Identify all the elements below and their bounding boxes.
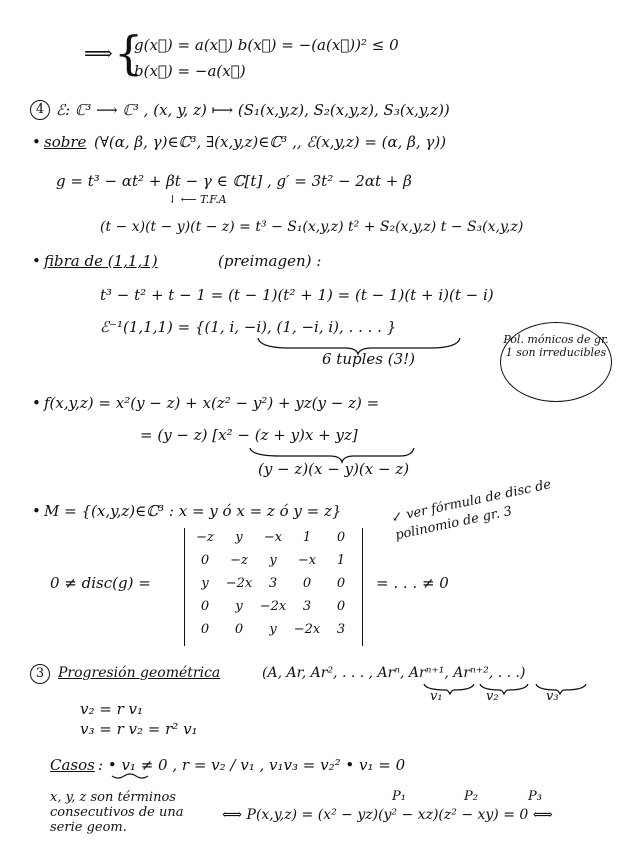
sobre-statement: (∀(α, β, γ)∈ℂ³, ∃(x,y,z)∈ℂ³ ,, ℰ(x,y,z) = (α, β, γ)) — [94, 133, 447, 151]
fibra-rest: (preimagen) : — [218, 252, 322, 270]
map-definition: ℰ: ℂ³ ⟶ ℂ³ , (x, y, z) ⟼ (S₁(x,y,z), S₂(x,y,z), S₃(x,y,z)) — [56, 101, 450, 119]
sylvester-matrix — [190, 530, 360, 644]
v2-label: v₂ — [486, 689, 499, 704]
matrix-cell: 1 — [336, 553, 346, 568]
v2-relation: v₂ = r v₁ — [80, 700, 144, 718]
product-expansion: (t − x)(t − y)(t − z) = t³ − S₁(x,y,z) t² + S₂(x,y,z) t − S₃(x,y,z) — [100, 219, 524, 235]
section-3-number: 3 — [30, 664, 50, 684]
matrix-cell: 0 — [200, 599, 210, 614]
disc-formula-note: ↙ ver fórmula de disc de polinomio de gr. 3 — [390, 477, 553, 544]
matrix-cell: −2x — [225, 576, 253, 591]
matrix-cell: −z — [230, 553, 248, 568]
consecutive-terms-note: x, y, z son términos consecutivos de una serie geom. — [50, 790, 184, 835]
v3-underbrace — [536, 684, 586, 694]
bullet-M: • — [32, 502, 41, 520]
matrix-cell: −x — [263, 530, 283, 545]
fibra-label: fibra de (1,1,1) — [44, 252, 158, 270]
M-set: M = {(x,y,z)∈ℂ³ : x = y ó x = z ó y = z} — [44, 502, 342, 520]
implies-arrow: ⟹ — [84, 41, 113, 65]
left-brace: { — [114, 26, 144, 80]
casos-content: : • v₁ ≠ 0 , r = v₂ / v₁ , v₁v₃ = v₂² • v₁ = 0 — [98, 756, 406, 774]
v1-label: v₁ — [430, 689, 443, 704]
geometric-sequence: (A, Ar, Ar², . . . , Arⁿ, Arⁿ⁺¹, Arⁿ⁺², . . .) — [262, 665, 526, 681]
matrix-cell: y — [269, 622, 277, 637]
top-line-2: b(x⃗) = −a(x⃗) — [134, 62, 246, 80]
matrix-cell: 0 — [336, 576, 346, 591]
top-line-1: g(x⃗) = a(x⃗) b(x⃗) = −(a(x⃗))² ≤ 0 — [134, 36, 399, 54]
matrix-cell: 0 — [336, 599, 346, 614]
f-definition: f(x,y,z) = x²(y − z) + x(z² − y²) + yz(y − z) = — [44, 394, 380, 412]
matrix-cell: −z — [196, 530, 214, 545]
p1-label: P₁ — [392, 789, 406, 804]
equivalence-P: ⟺ P(x,y,z) = (x² − yz)(y² − xz)(z² − xy) = 0 ⟺ — [222, 807, 553, 823]
disc-lhs: 0 ≠ disc(g) = — [50, 574, 151, 592]
bullet-sobre: • — [32, 133, 41, 151]
matrix-cell: −2x — [293, 622, 321, 637]
matrix-cell: 0 — [302, 576, 312, 591]
casos-label: Casos — [50, 756, 95, 774]
matrix-cell: 0 — [200, 622, 210, 637]
v3-label: v₃ — [546, 689, 559, 704]
tuples-count: 6 tuples (3!) — [322, 350, 416, 368]
matrix-cell: −2x — [259, 599, 287, 614]
matrix-cell: 0 — [336, 530, 346, 545]
matrix-cell: 1 — [302, 530, 312, 545]
det-bar-left — [184, 528, 185, 646]
matrix-cell: y — [269, 553, 277, 568]
matrix-cell: −x — [297, 553, 317, 568]
preimage-set: ℰ⁻¹(1,1,1) = {(1, i, −i), (1, −i, i), . . . . } — [100, 318, 397, 336]
matrix-cell: 0 — [200, 553, 210, 568]
bullet-f: • — [32, 394, 41, 412]
p2-label: P₂ — [464, 789, 478, 804]
matrix-cell: y — [235, 530, 243, 545]
factorization: t³ − t² + t − 1 = (t − 1)(t² + 1) = (t − 1)(t + i)(t − i) — [100, 286, 494, 304]
matrix-cell: 3 — [302, 599, 312, 614]
disc-rhs: = . . . ≠ 0 — [376, 574, 449, 592]
f-factored-1: = (y − z) [x² − (z + y)x + yz] — [140, 426, 358, 444]
v3-relation: v₃ = r v₂ = r² v₁ — [80, 720, 198, 738]
monic-note-oval: Pol. mónicos de gr. 1 son irreducibles — [500, 322, 612, 402]
bullet-fibra: • — [32, 252, 41, 270]
g-polynomial: g = t³ − αt² + βt − γ ∈ ℂ[t] , g′ = 3t² − 2αt + β — [56, 172, 412, 190]
sobre-label: sobre — [44, 133, 87, 151]
matrix-cell: 0 — [234, 622, 244, 637]
tfa-note: ⇃ ⟵ T.F.A — [168, 193, 227, 206]
det-bar-right — [362, 528, 363, 646]
f-factored-2: (y − z)(x − y)(x − z) — [258, 460, 410, 478]
matrix-cell: 3 — [268, 576, 278, 591]
progresion-heading: Progresión geométrica — [58, 665, 221, 681]
section-4-number: 4 — [30, 100, 50, 120]
matrix-cell: y — [201, 576, 209, 591]
matrix-cell: 3 — [336, 622, 346, 637]
v1-wavy-underline — [112, 774, 148, 778]
matrix-cell: y — [235, 599, 243, 614]
p3-label: P₃ — [528, 789, 542, 804]
